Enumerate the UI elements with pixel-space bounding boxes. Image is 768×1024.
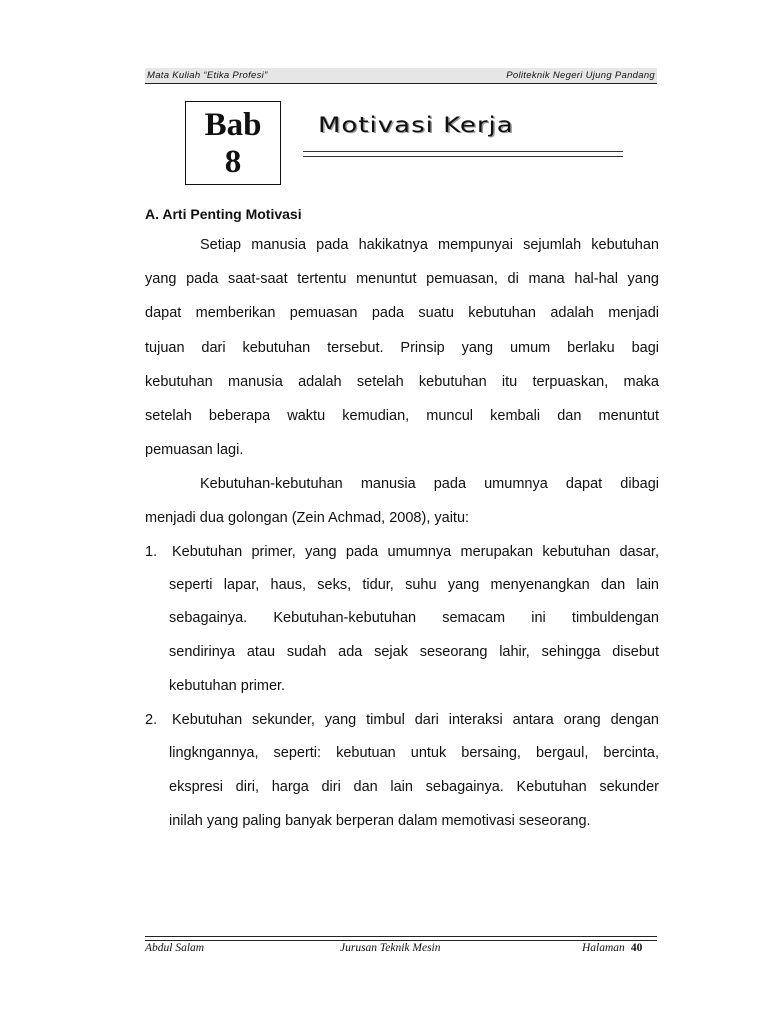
- list-item-line: sendirinya atau sudah ada sejak seseorang lahir, sehingga disebut: [169, 644, 659, 660]
- list-marker: 1.: [145, 544, 158, 560]
- list-item-line: kebutuhan primer.: [169, 678, 286, 694]
- header-course-title: Mata Kuliah “Etika Profesi”: [147, 70, 268, 81]
- paragraph-line: Setiap manusia pada hakikatnya mempunyai sejumlah kebutuhan: [200, 237, 659, 253]
- paragraph-line: menjadi dua golongan (Zein Achmad, 2008), yaitu:: [145, 510, 470, 526]
- list-item-line: inilah yang paling banyak berperan dalam memotivasi seseorang.: [169, 813, 591, 829]
- paragraph-line: yang pada saat-saat tertentu menuntut pemuasan, di mana hal-hal yang: [145, 271, 659, 287]
- paragraph-line: dapat memberikan pemuasan pada suatu kebutuhan adalah menjadi: [145, 305, 659, 321]
- footer-author: Abdul Salam: [145, 942, 205, 954]
- chapter-title-rule: [303, 151, 623, 157]
- page-number: 40: [630, 942, 643, 954]
- list-item-line: sebagainya. Kebutuhan-kebutuhan semacam ini timbuldengan: [169, 610, 659, 626]
- paragraph-line: tujuan dari kebutuhan tersebut. Prinsip yang umum berlaku bagi: [145, 340, 659, 356]
- section-heading: A. Arti Penting Motivasi: [145, 206, 302, 222]
- footer-department: Jurusan Teknik Mesin: [340, 942, 441, 954]
- list-item-line: lingkngannya, seperti: kebutuan untuk bersaing, bergaul, bercinta,: [169, 745, 659, 761]
- paragraph-line: setelah beberapa waktu kemudian, muncul kembali dan menuntut: [145, 408, 659, 424]
- chapter-number: 8: [224, 144, 242, 180]
- footer-page: [582, 942, 642, 954]
- list-item-line: seperti lapar, haus, seks, tidur, suhu yang menyenangkan dan lain: [169, 577, 659, 593]
- chapter-title: Motivasi Kerja: [318, 113, 514, 138]
- chapter-box: [185, 101, 281, 185]
- list-item-line: Kebutuhan primer, yang pada umumnya merupakan kebutuhan dasar,: [172, 544, 659, 560]
- chapter-label: Bab: [204, 107, 262, 143]
- list-marker: 2.: [145, 712, 158, 728]
- paragraph-line: kebutuhan manusia adalah setelah kebutuhan itu terpuaskan, maka: [145, 374, 659, 390]
- footer-rule: [145, 936, 657, 941]
- paragraph-line: Kebutuhan-kebutuhan manusia pada umumnya dapat dibagi: [200, 476, 659, 492]
- footer-page-label: Halaman: [582, 942, 625, 954]
- running-header: [145, 68, 657, 84]
- list-item-line: ekspresi diri, harga diri dan lain sebagainya. Kebutuhan sekunder: [169, 779, 659, 795]
- header-institution: Politeknik Negeri Ujung Pandang: [506, 70, 655, 81]
- paragraph-line: pemuasan lagi.: [145, 442, 244, 458]
- list-item-line: Kebutuhan sekunder, yang timbul dari interaksi antara orang dengan: [172, 712, 659, 728]
